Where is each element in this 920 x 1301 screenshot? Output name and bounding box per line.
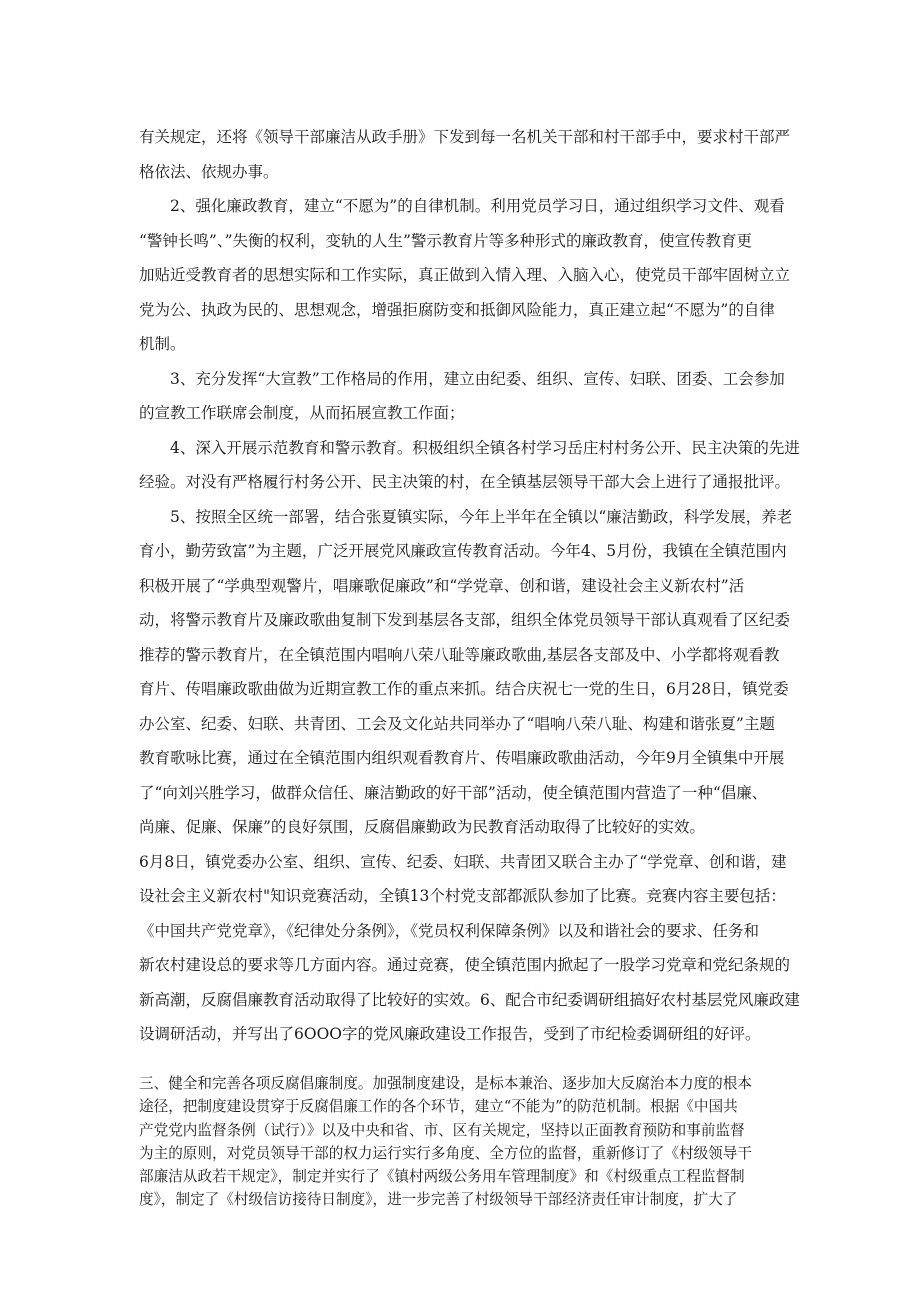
text-line: 育片、传唱廉政歌曲做为近期宣教工作的重点来抓。结合庆祝七一党的生日，6月28日，镇党委 [139,680,789,698]
text-line: 加贴近受教育者的思想实际和工作实际，真正做到入情入理、入脑入心，使党员干部牢固树立立 [139,266,791,284]
text-line: 度》，制定了《村级信访接待日制度》，进一步完善了村级领导干部经济责任审计制度，扩大了 [139,1191,738,1209]
main-text-block [139,120,800,1052]
text-line: 《中国共产党党章》，《纪律处分条例》，《党员权利保障条例》以及和谐社会的要求、任务和 [139,921,760,940]
text-line: 6月8日，镇党委办公室、组织、宣传、纪委、妇联、共青团又联合主办了“学党章、创和谐，建 [139,852,787,871]
text-line: 3、充分发挥“大宣教”工作格局的作用，建立由纪委、组织、宣传、妇联、团委、工会参加 [139,369,785,388]
text-line: 动，将警示教育片及廉政歌曲复制下发到基层各支部，组织全体党员领导干部认真观看了区纪委 [139,611,791,629]
text-line: 党为公、执政为民的、思想观念，增强拒腐防变和抵御风险能力，真正建立起“不愿为”的自律 [139,300,775,319]
text-line: 积极开展了“学典型观警片，唱廉歌促廉政”和“学党章、创和谐，建设社会主义新农村”活 [139,576,745,595]
text-line: 途径，把制度建设贯穿于反腐倡廉工作的各个环节，建立“不能为”的防范机制。根据《中国共 [139,1098,738,1116]
text-line: 格依法、依规办事。 [139,162,279,181]
text-line: 机制。 [139,335,186,353]
text-line: 4、深入开展示范教育和警示教育。积极组织全镇各村学习岳庄村村务公开、民主决策的先进 [139,438,800,457]
text-line: 设调研活动，并写出了6OOO字的党风廉政建设工作报告，受到了市纪检委调研组的好评。 [139,1025,761,1043]
text-line: 2、强化廉政教育，建立“不愿为”的自律机制。利用党员学习日，通过组织学习文件、观看 [139,197,785,215]
text-line: 的宣教工作联席会制度，从而拓展宣教工作面； [139,404,465,422]
text-line: 经验。对没有严格履行村务公开、民主决策的村，在全镇基层领导干部大会上进行了通报批评。 [139,473,791,491]
text-line: 新农村建设总的要求等几方面内容。通过竞赛，使全镇范围内掀起了一股学习党章和党纪条规的 [139,956,791,974]
text-line: 新高潮，反腐倡廉教育活动取得了比较好的实效。6、配合市纪委调研组搞好农村基层党风廉政建 [139,990,800,1009]
text-line: 育小，勤劳致富”为主题，广泛开展党风廉政宣传教育活动。今年4、5月份，我镇在全镇范围内 [139,542,787,560]
text-line: 了“向刘兴胜学习，做群众信任、廉洁勤政的好干部”活动，使全镇范围内营造了一种“倡廉、 [139,783,768,802]
text-line: 教育歌咏比赛，通过在全镇范围内组织观看教育片、传唱廉政歌曲活动，今年9月全镇集中开展 [139,749,785,767]
text-line: 为主的原则，对党员领导干部的权力运行实行多角度、全方位的监督，重新修订了《村级领导干 [139,1144,752,1162]
text-line: “警钟长鸣”、”失衡的权利，变轨的人生”警示教育片等多种形式的廉政教育，使宣传教育更 [139,231,752,250]
text-line: 尚廉、促廉、保廉”的良好氛围，反腐倡廉勤政为民教育活动取得了比较好的实效。 [139,818,705,836]
text-line: 设社会主义新农村"知识竞赛活动，全镇13个村党支部都派队参加了比赛。竞赛内容主要包括： [139,887,786,905]
section-3-text-block [139,1072,789,1212]
text-line: 办公室、纪委、妇联、共青团、工会及文化站共同举办了“唱响八荣八耻、构建和谐张夏”主题 [139,714,775,733]
text-line: 部廉洁从政若干规定》，制定并实行了《镇村两级公务用车管理制度》和《村级重点工程监督制 [139,1168,745,1186]
text-line: 三、健全和完善各项反腐倡廉制度。加强制度建设，是标本兼治、逐步加大反腐治本力度的根本 [139,1075,752,1092]
text-line: 产党党内监督条例（试行）》以及中央和省、市、区有关规定，坚持以正面教育预防和事前监督 [139,1121,745,1139]
text-line: 有关规定，还将《领导干部廉洁从政手册》下发到每一名机关干部和村干部手中，要求村干部严 [139,128,791,146]
text-line: 5、按照全区统一部署，结合张夏镇实际，今年上半年在全镇以“廉洁勤政，科学发展，养老 [139,507,793,526]
text-line: 推荐的警示教育片，在全镇范围内唱响八荣八耻等廉政歌曲,基层各支部及中、小学都将观看教 [139,645,780,664]
